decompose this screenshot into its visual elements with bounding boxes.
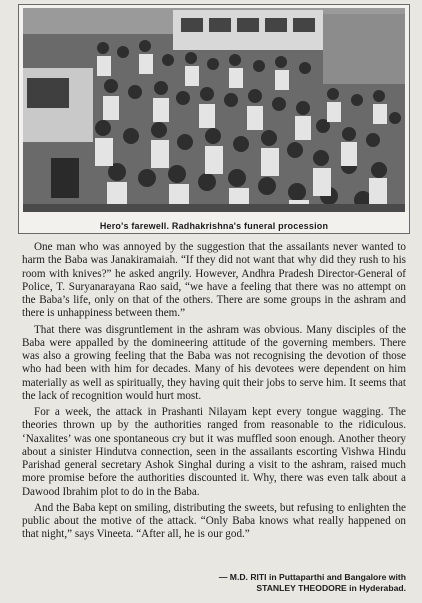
crowd-illustration bbox=[23, 8, 405, 212]
byline-line2 bbox=[219, 583, 406, 594]
photo-caption: Hero's farewell. Radhakrishna's funeral procession bbox=[99, 221, 329, 231]
photo-frame bbox=[18, 4, 410, 234]
article-body bbox=[22, 241, 406, 545]
byline-line1: — M.D. RITI in Puttaparthi and Bangalore with bbox=[218, 572, 406, 582]
byline bbox=[219, 572, 406, 594]
byline-location: in Hyderabad. bbox=[346, 583, 406, 593]
article-paragraph: And the Baba kept on smiling, distributing the sweets, but refusing to enlighten the public about the motive of the attack. “Only Baba knows what really happened on that night,” says Vineeta. “After all, he is our god.” bbox=[22, 501, 406, 541]
article-paragraph: One man who was annoyed by the suggestion that the assailants never wanted to harm the Baba was Janakiramaiah. “If they did not want that why did they rush to his room with knives?” he asked angrily. However, Andhra Pradesh Director-General of Police, T. Suryanarayana Rao said, “we have a feeling that there was no attempt on the Baba’s life, only on that of the others. There are some groups in the ashram and there is unhappiness between them.” bbox=[22, 241, 406, 320]
article-paragraph: That there was disgruntlement in the ashram was obvious. Many disciples of the Baba were appalled by the domineering attitude of the governing members. There was also a growing feeling that the Baba was not recognising the devotion of those who had been with him for decades. Many of his devotees were dependent on him materially as well as spiritually, they having quit their jobs to serve him. It seems that the lack of recognition would hurt most. bbox=[22, 323, 406, 402]
funeral-procession-photo bbox=[23, 8, 405, 212]
byline-name: STANLEY THEODORE bbox=[256, 583, 347, 593]
article-paragraph: For a week, the attack in Prashanti Nilayam kept every tongue wagging. The theories thrown up by the authorities ranged from reasonable to the ridiculous. ‘Naxalites’ was one spontaneous cry but it was muffled soon enough. Another theory about a sinister Hindutva connection, seen in the assailants escorting Vishwa Hindu Parishad general secretary Ashok Singhal during a visit to the ashram, raised much more promise before the authorities discounted it. Why, there was even talk about a Dawood Ibrahim plot to do in the Baba. bbox=[22, 406, 406, 498]
